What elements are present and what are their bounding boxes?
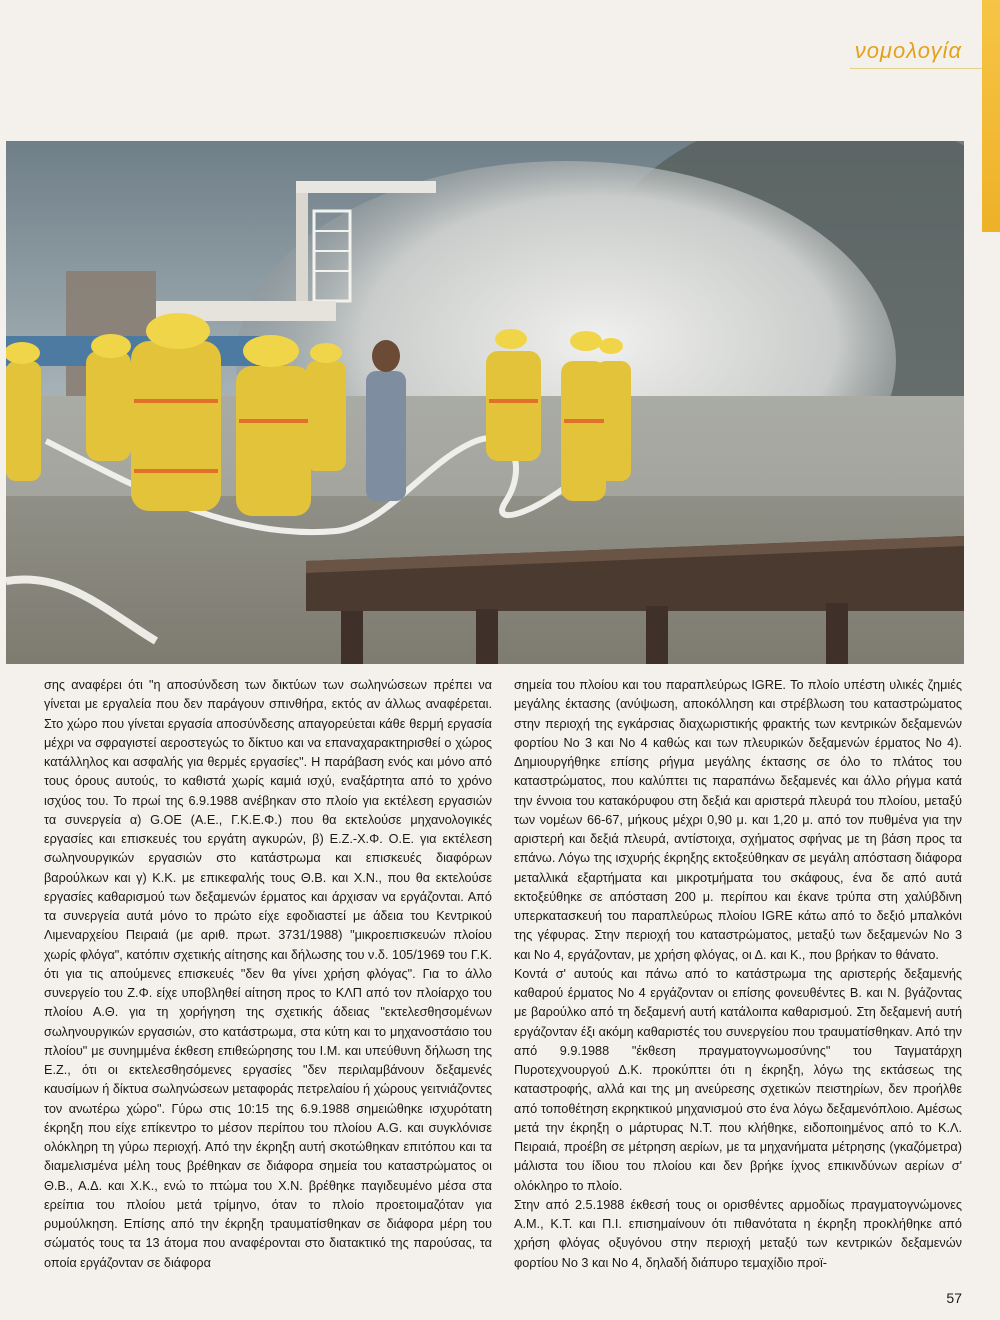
- page-number: 57: [946, 1290, 962, 1306]
- paragraph: σης αναφέρει ότι "η αποσύνδεση των δικτύων των σωληνώσεων πρέπει να γίνεται με εργαλεία που δεν παράγουν σπινθήρα, εκτός αν άλλως αναφέρεται. Στο χώρο που γίνεται εργασία αποσύνδεσης απαγορεύεται κάθε θερμή εργασία μέχρι να σφραγιστεί αεροστεγώς το δίκτυο και να επαναχαρακτηρισθεί ο χώρος κατάλληλος και ασφαλής για θερμές εργασίες". Η παράβαση ενός και μόνο από τους όρους αυτούς, το καθιστά χωρίς καμιά ισχύ, εναξάρτητα από το χρόνο ισχύος του. Το πρωί της 6.9.1988 ανέβηκαν στο πλοίο για εκτέλεση εργασιών τα συνεργεία α) G.OE (Α.Ε., Γ.Κ.Ε.Φ.) που θα εκτελούσε μηχανολογικές εργασίες και επισκευές του εργάτη αγκυρών, β) Ε.Ζ.-Χ.Φ. Ο.Ε. για εκτέλεση σωληνουργικών εργασιών στο κατάστρωμα και επισκευές διαφόρων βαρούλκων και γ) Κ.Κ. με επικεφαλής τους Θ.Β. και Χ.Ν., που θα εκτελούσε εργασίες καθαρισμού των δεξαμενών έρματος και άρχισαν να εργάζονται. Από τα συνεργεία αυτά μόνο το πρώτο είχε εφοδιαστεί με άδεια του Κεντρικού Λιμεναρχείου Πειραιά (με αριθ. πρωτ. 3731/1988) "μικροεπισκευών πλοίου χωρίς φλόγα", κατόπιν σχετικής αίτησης και δήλωσης του ν.δ. 105/1969 του Γ.Κ. ότι για τις απούμενες επισκευές "δεν θα γίνει χρήση φλόγας". Για το άλλο συνεργείο του Ζ.Φ. είχε υποβληθεί αίτηση προς το ΚΛΠ από τον πλοίαρχο του πλοίου Α.Θ. για τη χορήγηση της σχετικής άδειας "εκτελεσθησομένων σωληνουργικών εργασιών, στο κατάστρωμα, στα κύτη και το μηχανοστάσιο του πλοίου" με συνημμένα έκθεση επιθεώρησης του Ι.Μ. και υπεύθυνη δήλωση της Ε.Ζ., ότι οι εκτελεσθησόμενες εργασίες "δεν περιλαμβάνουν δεξαμενές καυσίμων ή δίκτυα σωληνώσεων μεταφοράς πετρελαίου ή χώρους γειτνιάζοντες τον ανωτέρω χώρο". Γύρω στις 10:15 της 6.9.1988 σημειώθηκε ισχυρότατη έκρηξη που είχε επίκεντρο το μέσον περίπου του πλοίου A.G. και συγκλόνισε ολόκληρη τη γύρω περιοχή. Από την έκρηξη αυτή σκοτώθηκαν επιτόπου και τα διαμελισμένα μέλη τους βρέθηκαν σε διάφορα σημεία του καταστρώματος οι Θ.Β., Α.Δ. και Χ.Κ., ενώ το πτώμα του Χ.Ν. βρέθηκε παγιδευμένο μέσα στα ερείπια του πλοίου μετά τρίμηνο, όταν το πλοίο προετοιμαζόταν για ρυμούλκηση. Επίσης από την έκρηξη τραυματίσθηκαν σε διάφορα μέρη του σώματός τους τα 13 άτομα που αναφέρονται στο διατακτικό της παρούσας, τα οποία εργάζονταν σε διάφορα: [44, 678, 492, 1270]
- article-body: [44, 676, 962, 1291]
- accent-bar: [982, 0, 1000, 232]
- text-column-left: [44, 676, 492, 1291]
- worker-overalls: [366, 371, 406, 501]
- paragraph: Κοντά σ' αυτούς και πάνω από το κατάστρωμα της αριστερής δεξαμενής καθαρού έρματος Νο 4 εργάζονταν οι επίσης φονευθέντες Β. και Ν. βγάζοντας με βαρούλκο από τη δεξαμενή αυτή κατάλοιπα καθαρισμού. Στη δεξαμενή αυτή εργάζονταν έξι ακόμη καθαριστές του συνεργείου που τραυματίσθηκαν. Από την από 9.9.1988 "έκθεση πραγματογνωμοσύνης" του Ταγματάρχη Πυροτεχνουργού Δ.Κ. προκύπτει ότι η έκρηξη, λόγω της εκτάσεως της καταστροφής, αλλά και της μη ανεύρεσης σχετικών πειστηρίων, δεν προήλθε από τοποθέτηση εκρηκτικού μηχανισμού στο ένα λόγω δεξαμενόπλοιο. Αμέσως μετά την έκρηξη ο μάρτυρας Ν.Τ. που κλήθηκε, ειδοποιημένος από το Κ.Λ. Πειραιά, προέβη σε μέτρηση αερίων, με τα μηχανήματα μέτρησης (γκαζόμετρα) μάλιστα του ίδιου του πλοίου και δεν βρήκε ίχνος επικινδύνων αερίων σ' ολόκληρο το πλοίο.: [514, 966, 962, 1193]
- text-column-right: [514, 676, 962, 1291]
- paragraph: σημεία του πλοίου και του παραπλεύρως IGRE. Το πλοίο υπέστη υλικές ζημιές μεγάλης έκτασης (ανύψωση, αποκόλληση και στρέβλωση του καταστρώματος στην περιοχή της εγκάρσιας διαχωριστικής φρακτής των κεντρικών δεξαμενών φορτίου Νο 3 και Νο 4 καθώς και των πλευρικών δεξαμενών έρματος Νο 4). Δημιουργήθηκε επίσης ρήγμα μεγάλης έκτασης σε όλο το πλάτος του καταστρώματος, που καλύπτει τις παραπάνω δεξαμενές και άλλο ρήγμα κατά την έννοια του κατακόρυφου στη δεξιά και αριστερά πλευρά του πλοίου, μεταξύ των νομέων 66-67, μήκους μέχρι 0,90 μ. και 1,20 μ. από τον πυθμένα για την αριστερή και δεξιά πλευρά, αντίστοιχα, σχήματος σφήνας με τη βάση προς τα επάνω. Λόγω της ισχυρής έκρηξης εκτοξεύθηκαν σε μεγάλη απόσταση διάφορα μεταλλικά εξαρτήματα και μικροτμήματα του σκάφους, ένα δε από αυτά εκτοξεύθηκε σε απόσταση 200 μ. περίπου και έκανε τρύπα στη χαλύβδινη υπερκατασκευή του παραπλεύρως πλοίου IGRE κάτω από το δεξιό μπαλκόνι της γέφυρας. Στην περιοχή του καταστρώματος, μεταξύ των δεξαμενών Νο 3 και Νο 4, εργάζονταν, με χρήση φλόγας, οι Δ. και Κ., που βρήκαν το θάνατο.: [514, 678, 962, 962]
- header-rule: [850, 68, 982, 69]
- photo-illustration: [6, 141, 964, 664]
- paragraph: Στην από 2.5.1988 έκθεσή τους οι ορισθέντες αρμοδίως πραγματογνώμονες Α.Μ., Κ.Τ. και Π.Ι. επισημαίνουν ότι πιθανότατα η έκρηξη προκλήθηκε από χρήση φλόγας οξυγόνου στην περιοχή μεταξύ των κεντρικών δεξαμενών φορτίου Νο 3 και Νο 4, δηλαδή διάπυρο τεμαχίδιο προϊ-: [514, 1197, 962, 1270]
- firefighters-photo: [6, 141, 964, 664]
- section-label: νομολογία: [854, 38, 962, 63]
